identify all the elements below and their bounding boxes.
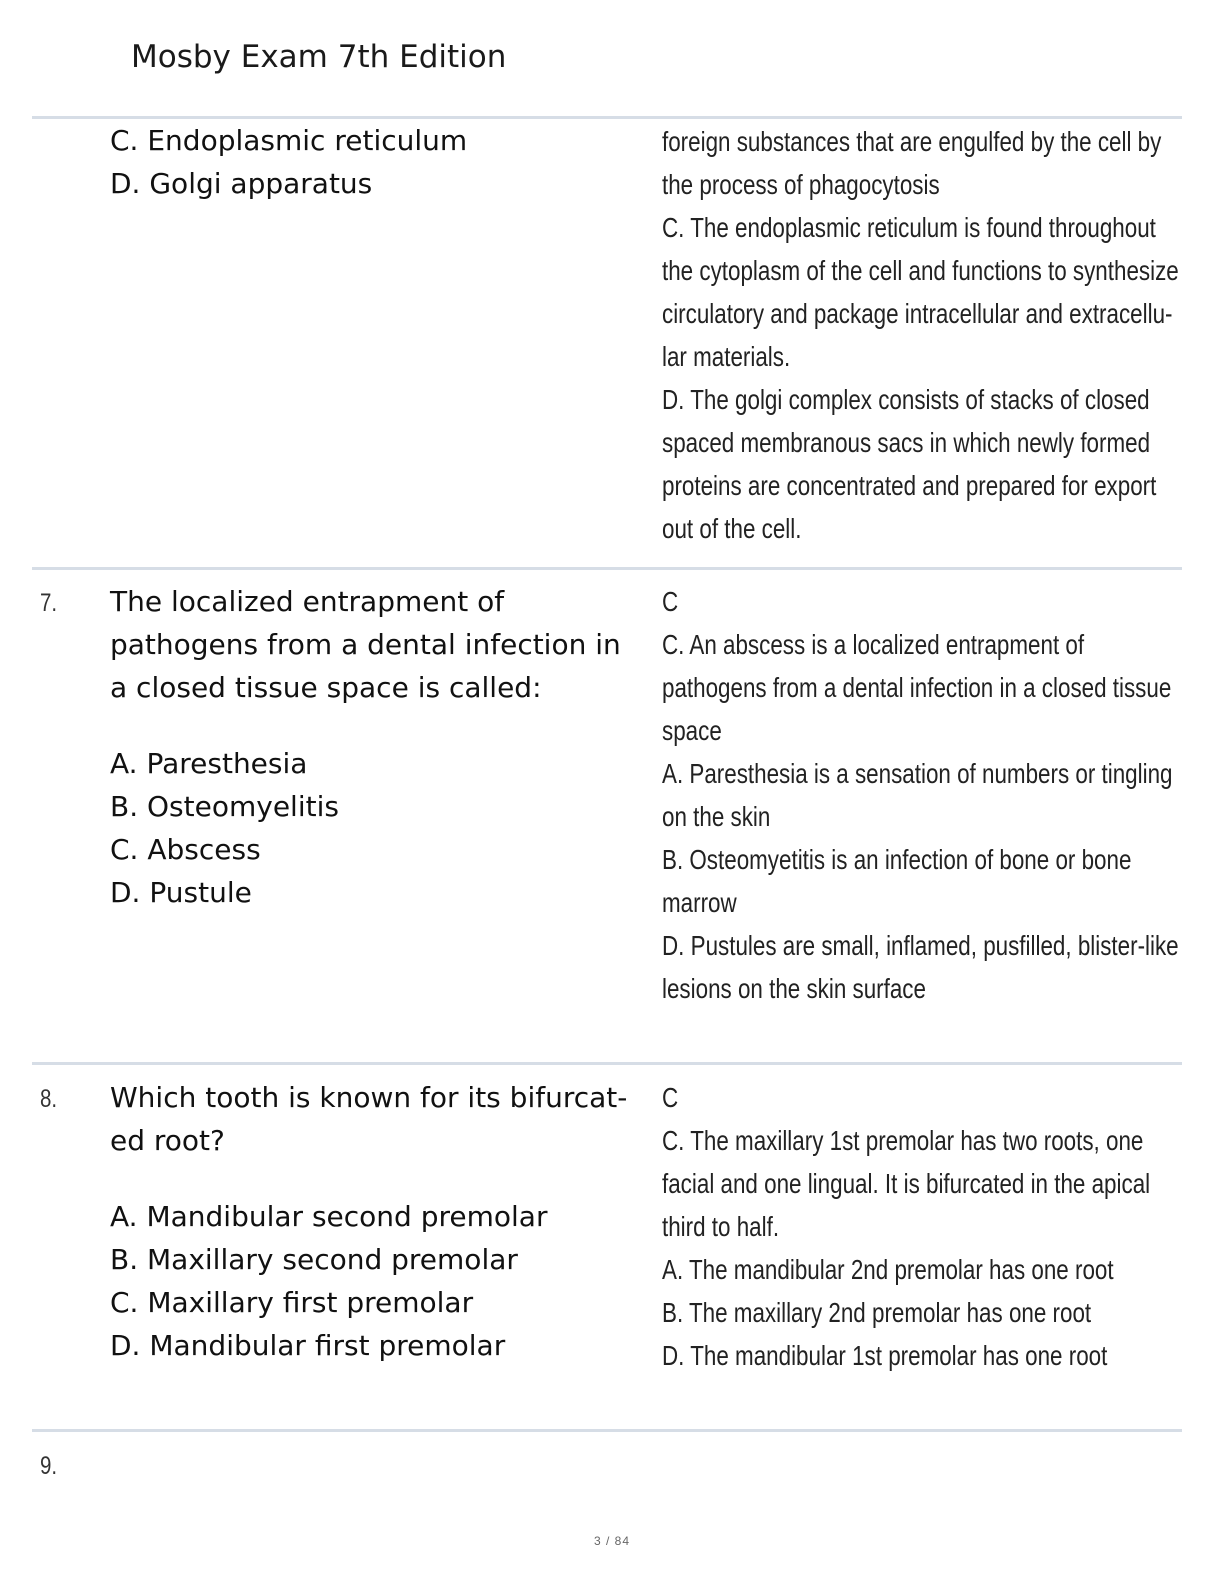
document-title: Mosby Exam 7th Edition [131,39,507,75]
answer-letter: C [662,1082,679,1113]
option-d: D. Pustule [110,876,252,909]
option-a: A. Mandibular second premolar [110,1200,548,1233]
explanation-line: C. The maxillary 1st premolar has two roots, one [662,1125,1144,1156]
question-line: a closed tissue space is called: [110,671,542,704]
question-8 [110,1076,655,1367]
question-number: 8. [40,1085,58,1113]
option-d: D. Mandibular first premolar [110,1329,506,1362]
question-line: ed root? [110,1124,225,1157]
option-b: B. Osteomyelitis [110,790,339,823]
explanation-line: A. The mandibular 2nd premolar has one root [662,1254,1114,1285]
explanation-line: C. The endoplasmic reticulum is found throughout [662,212,1156,243]
option-c: C. Abscess [110,833,261,866]
option-a: A. Paresthesia [110,747,308,780]
explanation-line: out of the cell. [662,513,802,544]
explanation-line: spaced membranous sacs in which newly formed [662,427,1151,458]
continued-question-options [110,119,655,205]
question-line: pathogens from a dental infection in [110,628,621,661]
question-7 [110,580,655,914]
row-divider [32,1062,1182,1065]
question-text [110,580,655,709]
question-number: 7. [40,589,58,617]
explanation-line: circulatory and package intracellular and extracellu- [662,298,1173,329]
explanation-line: the cytoplasm of the cell and functions to synthesize [662,255,1179,286]
explanation-line: foreign substances that are engulfed by the cell by [662,126,1162,157]
explanation-line: pathogens from a dental infection in a closed tissue [662,672,1172,703]
explanation-line: lar materials. [662,341,791,372]
explanation-line: proteins are concentrated and prepared for export [662,470,1157,501]
explanation-line: the process of phagocytosis [662,169,940,200]
option-b: B. Maxillary second premolar [110,1243,518,1276]
option-c: C. Endoplasmic reticulum [110,124,468,157]
row-divider [32,567,1182,570]
explanation-line: marrow [662,887,737,918]
explanation-line: D. The golgi complex consists of stacks of closed [662,384,1150,415]
explanation-line: on the skin [662,801,771,832]
explanation-line: B. Osteomyetitis is an infection of bone or bone [662,844,1132,875]
page-indicator: 3 / 84 [593,1534,631,1548]
explanation-line: A. Paresthesia is a sensation of numbers or tingling [662,758,1173,789]
explanation-line: D. The mandibular 1st premolar has one root [662,1340,1108,1371]
option-d: D. Golgi apparatus [110,167,373,200]
explanation-line: D. Pustules are small, inflamed, pusfilled, blister-like [662,930,1179,961]
explanation-line: B. The maxillary 2nd premolar has one root [662,1297,1092,1328]
answer-7 [662,580,1179,1010]
explanation-line: C. An abscess is a localized entrapment of [662,629,1085,660]
question-line: The localized entrapment of [110,585,505,618]
explanation-line: space [662,715,722,746]
explanation-line: lesions on the skin surface [662,973,926,1004]
question-text [110,1076,655,1162]
question-line: Which tooth is known for its bifurcat- [110,1081,628,1114]
explanation-line: third to half. [662,1211,780,1242]
row-divider [32,1429,1182,1432]
explanation-line: facial and one lingual. It is bifurcated in the apical [662,1168,1151,1199]
continued-explanation [662,120,1179,550]
answer-letter: C [662,586,679,617]
answer-8 [662,1076,1158,1377]
question-number: 9. [40,1452,58,1480]
option-c: C. Maxillary first premolar [110,1286,474,1319]
